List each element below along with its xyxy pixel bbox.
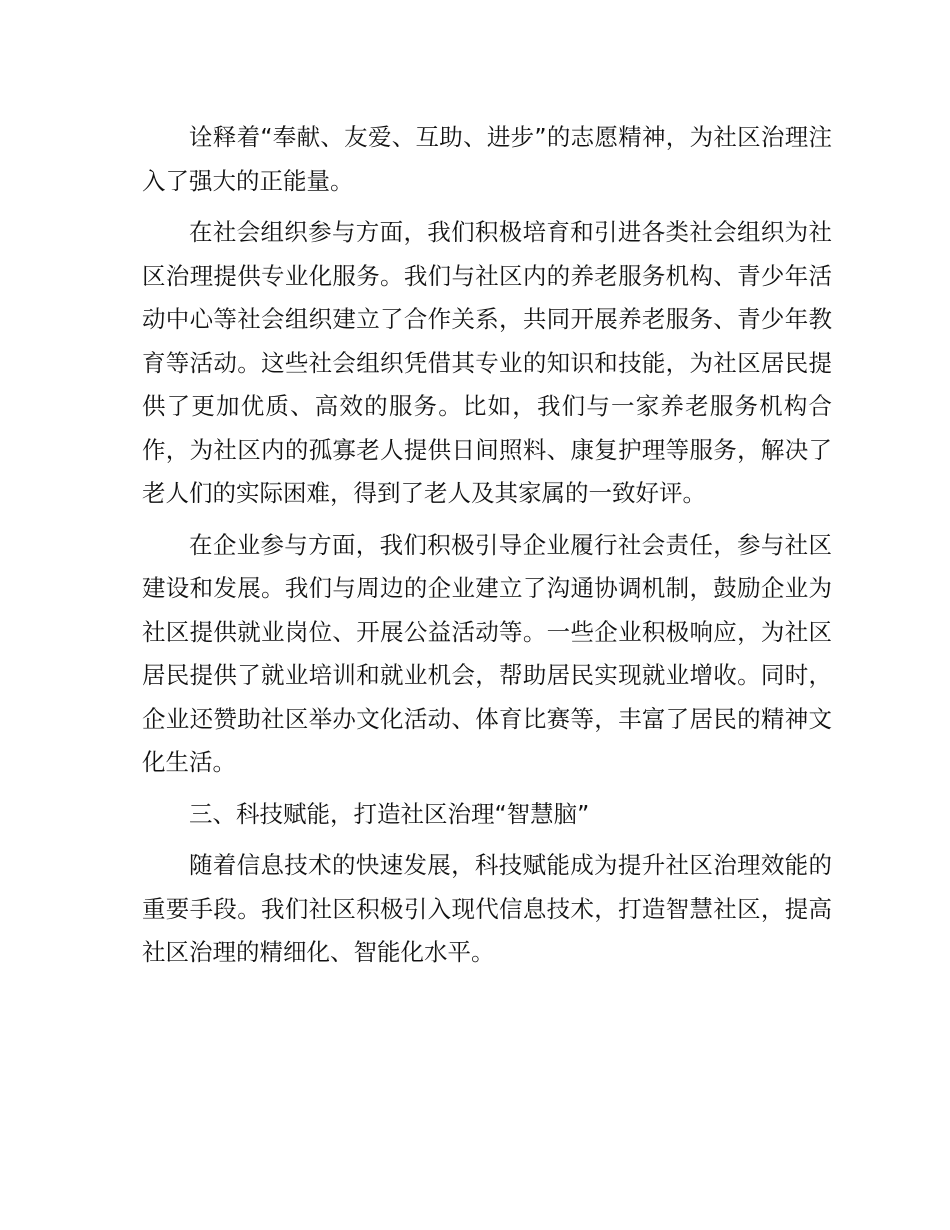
document-body xyxy=(142,116,832,983)
paragraph-volunteer-spirit: 诠释着“奉献、友爱、互助、进步”的志愿精神，为社区治理注入了强大的正能量。 xyxy=(142,123,832,195)
paragraph-enterprise-participation: 在企业参与方面，我们积极引导企业履行社会责任，参与社区建设和发展。我们与周边的企业建立了沟通协调机制，鼓励企业为社区提供就业岗位、开展公益活动等。一些企业积极响应，为社区居民提供了就业培训和就业机会，帮助居民实现就业增收。同时，企业还赞助社区举办文化活动、体育比赛等，丰富了居民的精神文化生活。 xyxy=(142,530,832,776)
section-heading-tech-empowerment: 三、科技赋能，打造社区治理“智慧脑” xyxy=(189,799,590,828)
paragraph-social-organizations: 在社会组织参与方面，我们积极培育和引进各类社会组织为社区治理提供专业化服务。我们与社区内的养老服务机构、青少年活动中心等社会组织建立了合作关系，共同开展养老服务、青少年教育等活动。这些社会组织凭借其专业的知识和技能，为社区居民提供了更加优质、高效的服务。比如，我们与一家养老服务机构合作，为社区内的孤寡老人提供日间照料、康复护理等服务，解决了老人们的实际困难，得到了老人及其家属的一致好评。 xyxy=(142,218,832,507)
paragraph-smart-community: 随着信息技术的快速发展，科技赋能成为提升社区治理效能的重要手段。我们社区积极引入现代信息技术，打造智慧社区，提高社区治理的精细化、智能化水平。 xyxy=(142,851,832,966)
